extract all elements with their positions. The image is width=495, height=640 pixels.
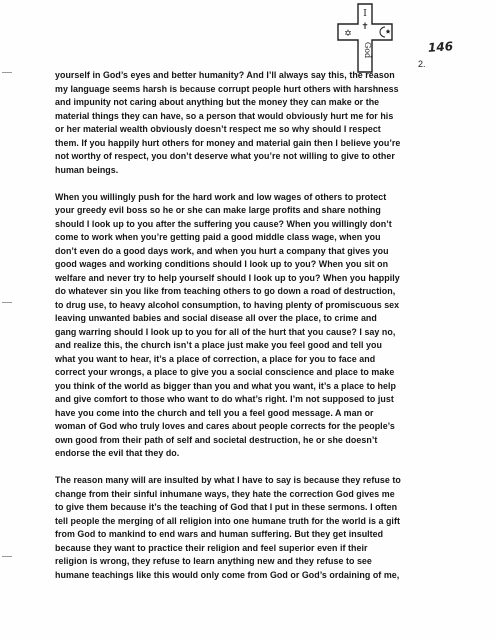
paragraph-2: [55, 191, 473, 461]
scan-edge-mark: [2, 302, 12, 303]
sermon-body: [55, 69, 473, 596]
text-line: from God to mankind to end wars and human suffering. But they get insulted: [55, 529, 384, 539]
text-line: humane teachings like this would only come from God or God’s ordaining of me,: [55, 569, 400, 580]
svg-text:✡: ✡: [344, 29, 352, 39]
text-line: should I look up to you after the suffering you cause? When you willingly don’t: [55, 218, 392, 229]
text-line: not worthy of respect, you don’t deserve what you’re not willing to give to other: [55, 151, 395, 161]
text-line: human beings.: [55, 164, 119, 175]
text-line: my language seems harsh is because corrupt people hurt others with harshness: [55, 83, 399, 94]
scan-edge-mark: [2, 72, 12, 73]
svg-text:✝: ✝: [361, 22, 369, 32]
text-line: welfare and never try to help yourself should I look up to you? When you happily: [55, 272, 400, 283]
text-line: you think of the world as bigger than you and what you want, it’s a place to help: [55, 380, 396, 391]
paragraph-1: [55, 69, 473, 177]
scan-edge-mark: [2, 556, 12, 557]
text-line: and impunity not caring about anything but the money they can make or the: [55, 97, 380, 107]
text-line: or her material wealth obviously doesn’t respect me so why should I respect: [55, 124, 381, 134]
text-line: what you want to hear, it’s a place of correction, a place for you to face and: [55, 353, 376, 364]
text-line: good wages and working conditions should I look up to you? When you sit on: [55, 259, 389, 269]
text-line: own good from their path of self and societal destruction, he or she doesn’t: [55, 434, 378, 445]
text-line: have you come into the church and tell you a feel good message. A man or: [55, 407, 374, 418]
handwritten-page-number: 146: [427, 39, 454, 55]
text-line: to drug use, to heavy alcohol consumption, to having plenty of promiscuous sex: [55, 299, 400, 310]
paragraph-3: [55, 474, 473, 582]
cross-letter-i: I: [363, 9, 367, 19]
text-line: and realize this, the church isn’t a place just make you feel good and tell you: [55, 340, 382, 350]
text-line: tell people the merging of all religion into one humane truth for the world is a gift: [55, 515, 400, 526]
text-line: correct your wrongs, a place to give you a social conscience and place to make: [55, 367, 395, 377]
text-line: don’t even do a good days work, and when you hurt a company that gives you: [55, 245, 389, 256]
text-line: change from their sinful inhumane ways, they hate the correction God gives me: [55, 488, 395, 499]
text-line: woman of God who truly loves and cares about people corrects for the people’s: [55, 421, 395, 431]
text-line: come to work when you’re getting paid a good middle class wage, when you: [55, 232, 381, 242]
text-line: When you willingly push for the hard work and low wages of others to protect: [55, 191, 387, 202]
text-line: material things they can have, so a person that would obviously hurt me for his: [55, 110, 394, 121]
text-line: The reason many will are insulted by what I have to say is because they refuse to: [55, 475, 401, 485]
text-line: your greedy evil boss so he or she can make large profits and share nothing: [55, 205, 381, 215]
cross-letter-god: God: [363, 41, 372, 59]
text-line: to give them because it’s the teaching of God that I put in these sermons. I often: [55, 502, 398, 512]
text-line: them. If you happily hurt others for money and material gain then I believe you’re: [55, 137, 401, 148]
cross-emblem-icon: [330, 2, 402, 74]
text-line: religion is wrong, they refuse to learn anything new and they refuse to see: [55, 556, 372, 566]
text-line: leaving unwanted babies and social disease all over the place, to crime and: [55, 313, 377, 323]
text-line: do whatever sin you like from teaching others to go down a road of destruction,: [55, 286, 396, 296]
text-line: gang warring should I look up to you for all of the hurt that you cause? I say no,: [55, 326, 396, 337]
text-line: and give comfort to those who want to do what’s right. I’m not supposed to just: [55, 394, 394, 404]
text-line: because they want to practice their religion and feel superior even if their: [55, 542, 368, 553]
page-number: 2.: [418, 59, 426, 69]
text-line: endorse the evil that they do.: [55, 448, 180, 458]
text-line: yourself in God’s eyes and better humanity? And I’ll always say this, the reason: [55, 70, 395, 80]
